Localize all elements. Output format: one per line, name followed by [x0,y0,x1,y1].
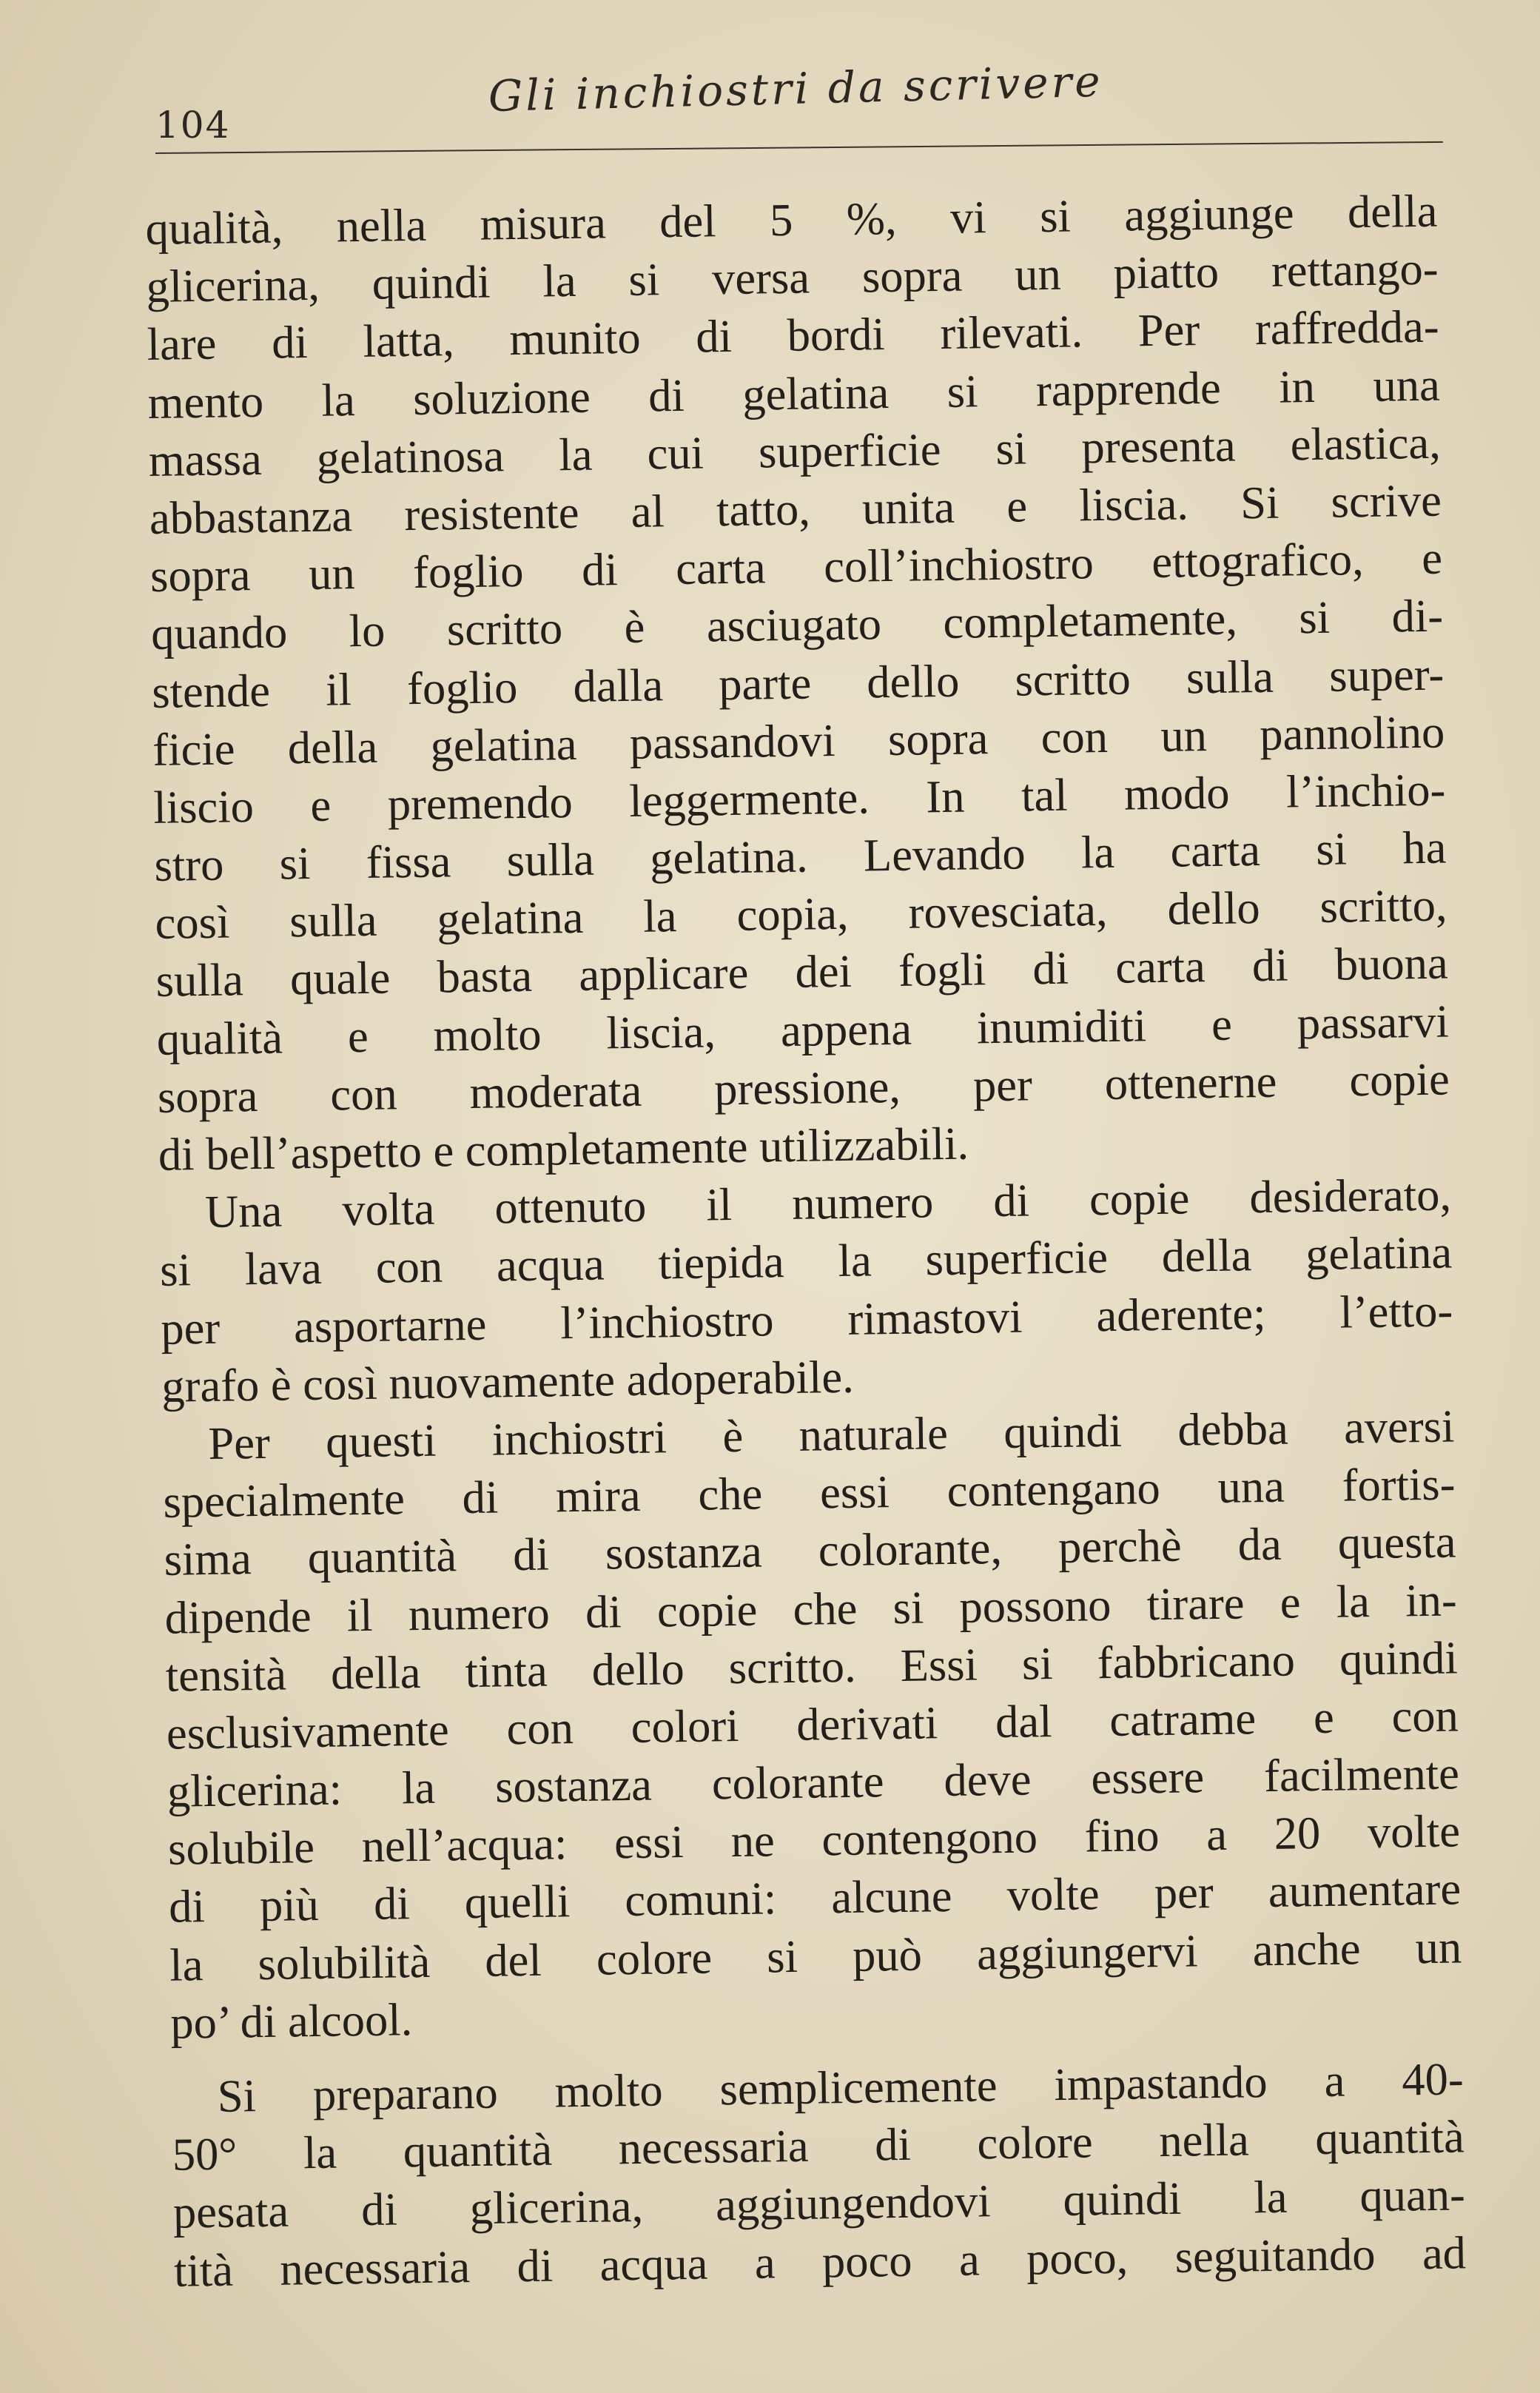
text-line: sulla quale basta applicare dei fogli di carta di buona [155,936,1449,1007]
text-line: tità necessaria di acqua a poco a poco, seguitando ad [173,2226,1467,2297]
text-line: qualità, nella misura del 5 %, vi si aggiunge della [145,184,1438,255]
running-head: Gli inchiostri da scrivere [488,56,1104,121]
text-line: Per questi inchiostri è naturale quindi debba aversi [207,1400,1455,1469]
text-line: quando lo scritto è asciugato completamente, si di- [150,589,1444,660]
text-line: glicerina, quindi la si versa sopra un piatto rettango- [146,242,1439,313]
text-line: specialmente di mira che essi contengano una fortis- [163,1457,1456,1528]
text-line: la solubilità del colore si può aggiungervi anche un [169,1921,1462,1991]
text-line: 50° la quantità necessaria di colore nella quantità [172,2110,1465,2181]
text-line: qualità e molto liscia, appena inumiditi e passarvi [156,995,1450,1065]
body-text [145,182,1466,2300]
text-line: pesata di glicerina, aggiungendovi quindi la quan- [172,2168,1466,2239]
text-line: liscio e premendo leggermente. In tal modo l’inchio- [152,763,1446,833]
text-line: stende il foglio dalla parte dello scritto sulla super- [151,648,1445,718]
text-line: sima quantità di sostanza colorante, perchè da questa [164,1515,1456,1586]
text-line: sopra con moderata pressione, per ottenerne copie [157,1053,1450,1123]
text-line: Si preparano molto semplicemente impastando a 40- [217,2053,1465,2122]
text-line: glicerina: la sostanza colorante deve essere facilmente [167,1747,1460,1817]
text-line: si lava con acqua tiepida la superficie della gelatina [159,1226,1453,1297]
text-line: ficie della gelatina passandovi sopra con un pannolino [152,705,1445,776]
text-line: dipende il numero di copie che si possono tirare e la in- [164,1573,1458,1644]
text-line: per asportarne l’inchiostro rimastovi aderente; l’etto- [160,1284,1453,1355]
text-line: di bell’aspetto e completamente utilizzabili. [158,1117,969,1181]
text-line: tensità della tinta dello scritto. Essi si fabbricano quindi [165,1631,1459,1702]
text-line: solubile nell’acqua: essi ne contengono fino a 20 volte [167,1805,1461,1876]
page-number: 104 [155,104,231,147]
text-line: grafo è così nuovamente adoperabile. [161,1350,855,1412]
text-line: esclusivamente con colori derivati dal catrame e con [166,1689,1459,1759]
text-line: mento la soluzione di gelatina si rapprende in una [147,358,1441,429]
text-line: lare di latta, munito di bordi rilevati. Per raffredda- [147,300,1440,371]
text-line: così sulla gelatina la copia, rovesciata, dello scritto, [155,879,1447,950]
text-line: abbastanza resistente al tatto, unita e liscia. Si scrive [149,474,1442,544]
text-line: stro si fissa sulla gelatina. Levando la carta si ha [154,821,1447,891]
text-line: Una volta ottenuto il numero di copie desiderato, [204,1168,1452,1238]
text-line: sopra un foglio di carta coll’inchiostro ettografico, e [149,531,1443,603]
header-rule [155,141,1443,154]
text-line: di più di quelli comuni: alcune volte per aumentare [168,1862,1462,1933]
text-line: po’ di alcool. [169,1993,413,2049]
text-line: massa gelatinosa la cui superficie si presenta elastica, [148,416,1442,486]
